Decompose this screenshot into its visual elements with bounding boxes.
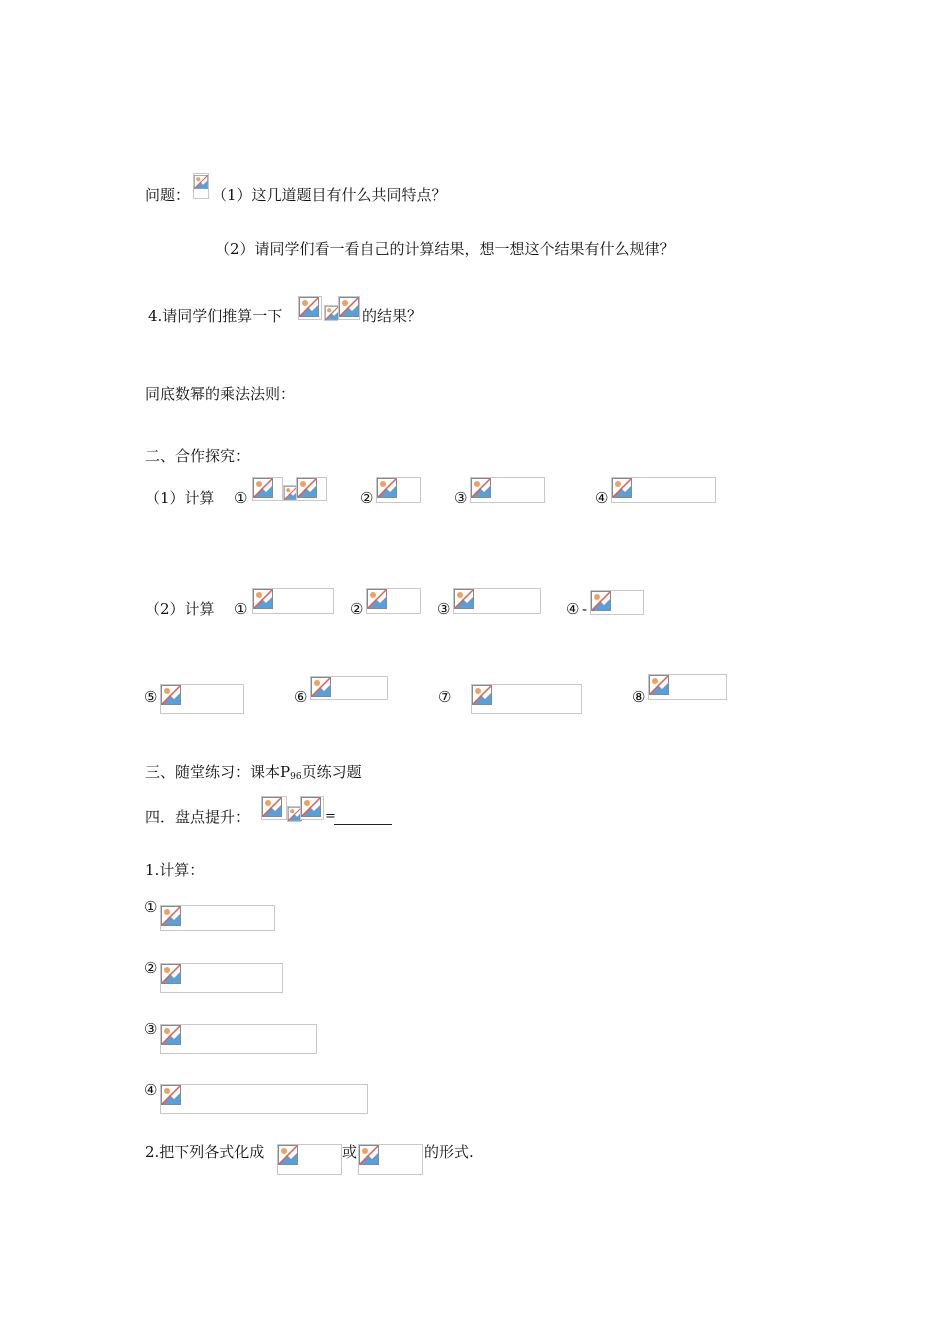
answer-blank	[334, 824, 392, 825]
mark-7: ⑦	[438, 688, 452, 706]
image-placeholder	[453, 588, 541, 614]
broken-image-icon	[278, 1145, 298, 1165]
broken-image-icon	[194, 174, 208, 190]
broken-image-icon	[612, 478, 632, 498]
mark-1: ①	[234, 489, 248, 507]
mark-5: ⑤	[144, 688, 158, 706]
image-placeholder	[310, 676, 388, 700]
broken-image-icon	[161, 1085, 181, 1105]
image-placeholder	[160, 905, 275, 931]
exercise2-suffix: 的形式.	[424, 1143, 474, 1161]
image-placeholder	[471, 684, 582, 714]
image-placeholder	[358, 1144, 423, 1175]
exercise1-label: 1.计算：	[145, 861, 205, 879]
ex1-mark-4: ④	[144, 1081, 158, 1099]
mark-6: ⑥	[294, 688, 308, 706]
mark-3: ③	[454, 489, 468, 507]
ex1-mark-1: ①	[144, 898, 158, 916]
image-placeholder	[277, 1144, 342, 1175]
image-placeholder	[160, 1024, 317, 1054]
mark-4: ④	[566, 600, 580, 618]
exercise2-prefix: 2.把下列各式化成	[145, 1143, 265, 1161]
broken-image-icon	[591, 591, 611, 611]
image-placeholder	[324, 305, 338, 321]
broken-image-icon	[161, 964, 181, 984]
broken-image-icon	[454, 589, 474, 609]
mark-3: ③	[437, 600, 451, 618]
image-placeholder	[252, 477, 283, 501]
broken-image-icon	[339, 297, 359, 317]
section4-title: 四．盘点提升：	[145, 808, 251, 826]
image-placeholder	[287, 806, 301, 822]
broken-image-icon	[367, 589, 387, 609]
broken-image-icon	[311, 677, 331, 697]
minus-sign: -	[582, 600, 588, 618]
image-placeholder	[366, 588, 421, 614]
image-placeholder	[252, 588, 334, 614]
broken-image-icon	[161, 685, 181, 705]
section2-title: 二、合作探究：	[145, 447, 251, 465]
equals-sign: =	[325, 809, 336, 824]
broken-image-icon	[161, 906, 181, 926]
section3-title: 三、随堂练习：课本$P_{96}$页练习题	[145, 763, 362, 782]
broken-image-icon	[299, 297, 319, 317]
broken-image-icon	[377, 478, 397, 498]
broken-image-icon	[359, 1145, 379, 1165]
rule-label: 同底数幂的乘法法则：	[145, 385, 296, 403]
exercise2-middle: 或	[342, 1143, 358, 1161]
broken-image-icon	[253, 589, 273, 609]
question-1: （1）这几道题目有什么共同特点？	[212, 186, 447, 204]
ex1-mark-3: ③	[144, 1020, 158, 1038]
image-placeholder	[283, 485, 297, 501]
mark-8: ⑧	[632, 688, 646, 706]
image-placeholder	[470, 477, 545, 503]
image-placeholder	[261, 796, 287, 820]
item4-suffix: 的结果？	[362, 307, 423, 325]
mark-2: ②	[350, 600, 364, 618]
image-placeholder	[300, 796, 324, 820]
mark-1: ①	[234, 600, 248, 618]
broken-image-icon	[649, 675, 669, 695]
question-2: （2）请同学们看一看自己的计算结果，想一想这个结果有什么规律？	[215, 240, 675, 258]
broken-image-icon	[297, 478, 317, 498]
image-placeholder	[296, 477, 327, 501]
image-placeholder	[338, 296, 360, 320]
broken-image-icon	[161, 1025, 181, 1045]
ex1-mark-2: ②	[144, 959, 158, 977]
broken-image-icon	[253, 478, 273, 498]
image-placeholder	[193, 173, 209, 199]
item4-prefix: 4.请同学们推算一下	[148, 307, 283, 325]
image-placeholder	[160, 1084, 368, 1114]
broken-image-icon	[472, 685, 492, 705]
image-placeholder	[160, 684, 244, 714]
question-label: 问题：	[145, 186, 191, 204]
image-placeholder	[160, 963, 283, 993]
broken-image-icon	[301, 797, 321, 817]
calc2-label: （2）计算	[145, 600, 215, 618]
broken-image-icon	[471, 478, 491, 498]
mark-4: ④	[595, 489, 609, 507]
broken-image-icon	[262, 797, 282, 817]
broken-image-icon	[325, 306, 339, 320]
image-placeholder	[611, 477, 716, 503]
image-placeholder	[590, 590, 644, 615]
image-placeholder	[298, 296, 322, 320]
image-placeholder	[648, 674, 727, 700]
image-placeholder	[376, 477, 421, 503]
calc1-label: （1）计算	[145, 489, 215, 507]
mark-2: ②	[360, 489, 374, 507]
